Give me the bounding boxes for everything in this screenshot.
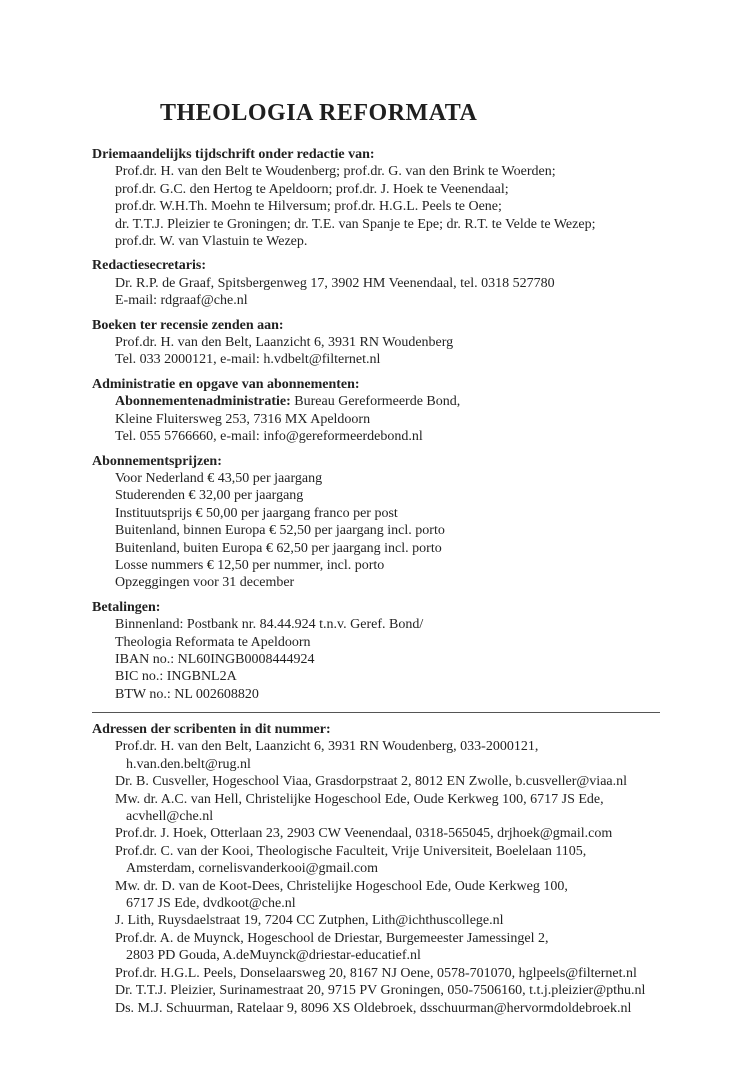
address-continuation: acvhell@che.nl [126, 809, 214, 825]
section-heading: Boeken ter recensie zenden aan: [92, 317, 284, 333]
text-line: Prof.dr. H. van den Belt, Laanzicht 6, 3931 RN Woudenberg [115, 335, 454, 351]
text-line: dr. T.T.J. Pleizier te Groningen; dr. T.E. van Spanje te Epe; dr. R.T. te Velde te Wezep; [115, 216, 596, 232]
address-entry [92, 738, 712, 773]
text-line: Opzeggingen voor 31 december [115, 575, 295, 591]
section-secretaris [92, 257, 692, 309]
page-title: THEOLOGIA REFORMATA [160, 100, 478, 126]
address-entry [92, 825, 712, 842]
text-line: Tel. 033 2000121, e-mail: h.vdbelt@filternet.nl [115, 352, 381, 368]
text-line: Tel. 055 5766660, e-mail: info@gereformeerdebond.nl [115, 429, 423, 445]
address-continuation: Amsterdam, cornelisvanderkooi@gmail.com [126, 861, 378, 877]
text-line: Buitenland, buiten Europa € 62,50 per jaargang incl. porto [115, 540, 442, 556]
address-line: Prof.dr. H. van den Belt, Laanzicht 6, 3931 RN Woudenberg, 033-2000121, [115, 739, 539, 755]
text-line: prof.dr. W.H.Th. Moehn te Hilversum; prof.dr. H.G.L. Peels te Oene; [115, 199, 502, 215]
text-line [92, 393, 692, 410]
address-line: Prof.dr. J. Hoek, Otterlaan 23, 2903 CW Veenendaal, 0318-565045, drjhoek@gmail.com [115, 826, 613, 842]
address-entry [92, 843, 712, 878]
address-line: J. Lith, Ruysdaelstraat 19, 7204 CC Zutphen, Lith@ichthuscollege.nl [115, 913, 504, 929]
text-line: BTW no.: NL 002608820 [115, 686, 259, 702]
address-line: Mw. dr. D. van de Koot-Dees, Christelijke Hogeschool Ede, Oude Kerkweg 100, [115, 878, 568, 894]
text-line: Buitenland, binnen Europa € 52,50 per jaargang incl. porto [115, 523, 445, 539]
text-line: Binnenland: Postbank nr. 84.44.924 t.n.v. Geref. Bond/ [115, 617, 424, 633]
section-boeken [92, 317, 692, 369]
text-line: BIC no.: INGBNL2A [115, 669, 237, 685]
address-line: Mw. dr. A.C. van Hell, Christelijke Hogeschool Ede, Oude Kerkweg 100, 6717 JS Ede, [115, 791, 604, 807]
section-divider [92, 712, 660, 713]
text-fragment: Bureau Gereformeerde Bond, [290, 394, 461, 410]
text-line: Dr. R.P. de Graaf, Spitsbergenweg 17, 3902 HM Veenendaal, tel. 0318 527780 [115, 275, 555, 291]
address-line: Prof.dr. A. de Muynck, Hogeschool de Driestar, Burgemeester Jamessingel 2, [115, 930, 549, 946]
text-line: Voor Nederland € 43,50 per jaargang [115, 470, 323, 486]
address-line: Prof.dr. H.G.L. Peels, Donselaarsweg 20, 8167 NJ Oene, 0578-701070, hglpeels@filternet.nl [115, 965, 637, 981]
section-redactie [92, 146, 692, 250]
address-entry [92, 930, 712, 965]
address-entry [92, 912, 712, 929]
address-entry [92, 878, 712, 913]
bold-label: Abonnementenadministratie: [115, 394, 291, 410]
section-heading: Redactiesecretaris: [92, 258, 207, 274]
text-line: Losse nummers € 12,50 per nummer, incl. porto [115, 557, 385, 573]
address-entry [92, 1000, 712, 1017]
address-line: Prof.dr. C. van der Kooi, Theologische Faculteit, Vrije Universiteit, Boelelaan 1105, [115, 843, 587, 859]
text-line: Instituutsprijs € 50,00 per jaargang franco per post [115, 505, 398, 521]
text-line: Studerenden € 32,00 per jaargang [115, 488, 304, 504]
address-line: Dr. T.T.J. Pleizier, Surinamestraat 20, 9715 PV Groningen, 050-7506160, t.t.j.pleizier@pthu.nl [115, 983, 646, 999]
text-line: Kleine Fluitersweg 253, 7316 MX Apeldoorn [115, 411, 371, 427]
text-line: prof.dr. G.C. den Hertog te Apeldoorn; prof.dr. J. Hoek te Veenendaal; [115, 181, 509, 197]
section-prijzen [92, 453, 692, 592]
section-heading: Driemaandelijks tijdschrift onder redactie van: [92, 147, 375, 162]
colophon [92, 146, 692, 710]
address-entry [92, 965, 712, 982]
section-administratie [92, 376, 692, 446]
address-continuation: 2803 PD Gouda, A.deMuynck@driestar-educatief.nl [126, 948, 421, 964]
address-list [92, 721, 712, 1017]
address-continuation: 6717 JS Ede, dvdkoot@che.nl [126, 896, 296, 912]
section-heading: Abonnementsprijzen: [92, 453, 222, 469]
section-heading: Administratie en opgave van abonnementen: [92, 376, 360, 392]
text-line: Theologia Reformata te Apeldoorn [115, 634, 311, 650]
section-heading: Betalingen: [92, 599, 161, 615]
text-line: E-mail: rdgraaf@che.nl [115, 293, 248, 309]
address-line: Dr. B. Cusveller, Hogeschool Viaa, Grasdorpstraat 2, 8012 EN Zwolle, b.cusveller@viaa.nl [115, 774, 628, 790]
section-heading: Adressen der scribenten in dit nummer: [92, 722, 331, 737]
address-line: Ds. M.J. Schuurman, Ratelaar 9, 8096 XS Oldebroek, dsschuurman@hervormdoldebroek.nl [115, 1000, 632, 1016]
text-line: IBAN no.: NL60INGB0008444924 [115, 651, 315, 667]
address-entry [92, 791, 712, 826]
address-entry [92, 773, 712, 790]
text-line: Prof.dr. H. van den Belt te Woudenberg; prof.dr. G. van den Brink te Woerden; [115, 164, 556, 180]
text-line: prof.dr. W. van Vlastuin te Wezep. [115, 234, 308, 250]
address-entry [92, 982, 712, 999]
section-betalingen [92, 599, 692, 703]
address-continuation: h.van.den.belt@rug.nl [126, 756, 251, 772]
